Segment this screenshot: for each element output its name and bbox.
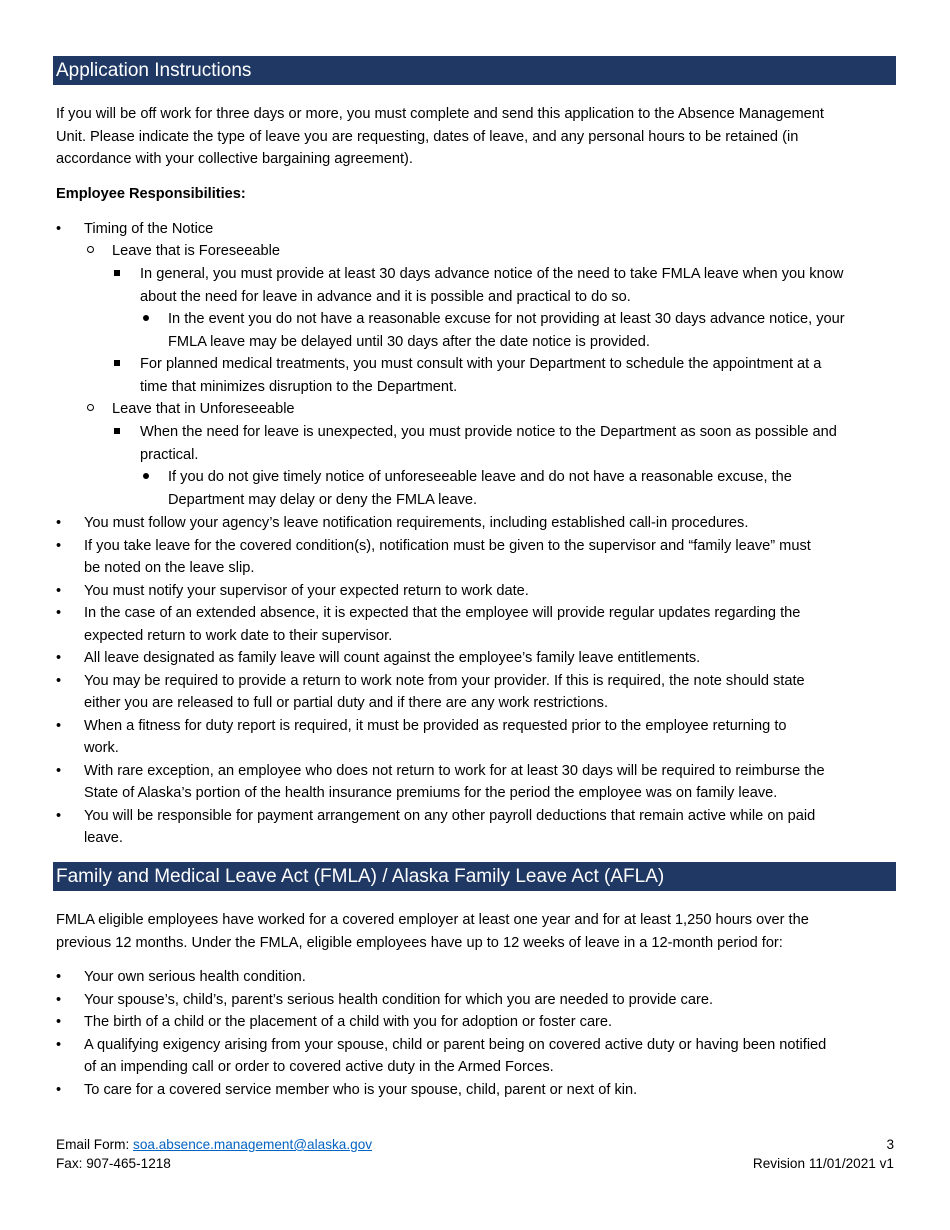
responsibility-item-cont: be noted on the leave slip.: [84, 560, 255, 576]
email-link[interactable]: soa.absence.management@alaska.gov: [133, 1137, 373, 1152]
bullet-icon: •: [56, 605, 62, 621]
section-header-application-instructions: Application Instructions: [53, 56, 896, 85]
bullet-icon: •: [56, 717, 62, 734]
intro-line-2: Unit. Please indicate the type of leave you are requesting, dates of leave, and any personal hours to be retained (in: [56, 128, 799, 145]
responsibility-item-cont: leave.: [84, 830, 123, 846]
section-header-fmla: Family and Medical Leave Act (FMLA) / Alaska Family Leave Act (AFLA): [53, 862, 896, 891]
bullet-icon: •: [56, 221, 62, 237]
page-number: 3: [886, 1137, 894, 1152]
intro-line-1: If you will be off work for three days or more, you must complete and send this application to the Absence Management: [56, 106, 824, 122]
unexpected-line-2: practical.: [140, 446, 199, 463]
fmla-reason-item-cont: of an impending call or order to covered active duty in the Armed Forces.: [84, 1059, 554, 1075]
square-bullet-icon: [114, 270, 120, 276]
footer-email: [56, 1136, 372, 1154]
planned-treatment-line-1: For planned medical treatments, you must consult with your Department to schedule the appointment at a: [140, 356, 822, 372]
unforeseeable-label: Leave that in Unforeseeable: [112, 401, 295, 417]
foreseeable-label: Leave that is Foreseeable: [112, 243, 280, 259]
excuse-line-2: FMLA leave may be delayed until 30 days after the date notice is provided.: [168, 333, 650, 350]
hollow-circle-bullet-icon: [87, 246, 94, 253]
responsibility-item: In the case of an extended absence, it is expected that the employee will provide regular updates regarding the: [84, 605, 801, 621]
responsibility-item-cont: State of Alaska’s portion of the health insurance premiums for the period the employee was on family leave.: [84, 785, 778, 801]
fmla-reason-item: The birth of a child or the placement of a child with you for adoption or foster care.: [84, 1014, 613, 1030]
bullet-icon: •: [56, 807, 62, 824]
bullet-icon: •: [56, 1036, 62, 1053]
planned-treatment-line-2: time that minimizes disruption to the Department.: [140, 378, 458, 395]
dot-bullet-icon: [143, 315, 149, 321]
unexpected-line-1: When the need for leave is unexpected, you must provide notice to the Department as soon as possible and: [140, 424, 837, 440]
responsibility-item-cont: either you are released to full or partial duty and if there are any work restrictions.: [84, 695, 609, 711]
fmla-reason-item: Your spouse’s, child’s, parent’s serious health condition for which you are needed to provide care.: [84, 991, 714, 1008]
responsibility-item: When a fitness for duty report is required, it must be provided as requested prior to the employee returning to: [84, 717, 787, 734]
timely-notice-line-2: Department may delay or deny the FMLA leave.: [168, 491, 478, 508]
responsibilities-heading: Employee Responsibilities:: [56, 186, 246, 202]
responsibility-item: If you take leave for the covered condition(s), notification must be given to the supervisor and “family leave” must: [84, 537, 811, 554]
bullet-icon: •: [56, 969, 62, 985]
bullet-icon: •: [56, 537, 62, 554]
responsibility-item: You may be required to provide a return to work note from your provider. If this is required, the note should state: [84, 672, 805, 689]
footer-email-label: Email Form:: [56, 1137, 134, 1152]
responsibility-item: You must follow your agency’s leave notification requirements, including established call-in procedures.: [84, 515, 749, 531]
general-notice-line-1: In general, you must provide at least 30 days advance notice of the need to take FMLA leave when you know: [140, 266, 844, 282]
bullet-icon: •: [56, 582, 62, 599]
general-notice-line-2: about the need for leave in advance and it is possible and practical to do so.: [140, 288, 631, 305]
excuse-line-1: In the event you do not have a reasonable excuse for not providing at least 30 days advance notice, your: [168, 311, 845, 327]
revision-label: Revision 11/01/2021 v1: [752, 1156, 894, 1171]
responsibility-item-cont: work.: [84, 740, 119, 756]
timely-notice-line-1: If you do not give timely notice of unforeseeable leave and do not have a reasonable excuse, the: [168, 469, 792, 485]
timing-label: Timing of the Notice: [84, 221, 214, 237]
bullet-icon: •: [56, 1014, 62, 1030]
responsibility-item-cont: expected return to work date to their supervisor.: [84, 627, 393, 644]
fmla-intro-line-1: FMLA eligible employees have worked for a covered employer at least one year and for at least 1,250 hours over the: [56, 912, 809, 928]
fmla-reason-item: A qualifying exigency arising from your spouse, child or parent being on covered active duty or having been notified: [84, 1036, 827, 1053]
responsibility-item: With rare exception, an employee who does not return to work for at least 30 days will be required to reimburse the: [84, 762, 825, 779]
fmla-reason-item: To care for a covered service member who is your spouse, child, parent or next of kin.: [84, 1081, 638, 1098]
footer-fax: Fax: 907-465-1218: [56, 1156, 171, 1171]
dot-bullet-icon: [143, 473, 149, 479]
bullet-icon: •: [56, 672, 62, 689]
fmla-intro-line-2: previous 12 months. Under the FMLA, eligible employees have up to 12 weeks of leave in a 12-month period for:: [56, 934, 783, 951]
bullet-icon: •: [56, 1081, 62, 1098]
responsibility-item: You will be responsible for payment arrangement on any other payroll deductions that remain active while on paid: [84, 807, 816, 824]
square-bullet-icon: [114, 360, 120, 366]
bullet-icon: •: [56, 991, 62, 1008]
bullet-icon: •: [56, 650, 62, 666]
responsibility-item: All leave designated as family leave will count against the employee’s family leave entitlements.: [84, 650, 701, 666]
fmla-reason-item: Your own serious health condition.: [84, 969, 306, 985]
bullet-icon: •: [56, 515, 62, 531]
square-bullet-icon: [114, 428, 120, 434]
bullet-icon: •: [56, 762, 62, 779]
responsibility-item: You must notify your supervisor of your expected return to work date.: [84, 582, 529, 599]
intro-line-3: accordance with your collective bargaining agreement).: [56, 151, 413, 167]
hollow-circle-bullet-icon: [87, 404, 94, 411]
